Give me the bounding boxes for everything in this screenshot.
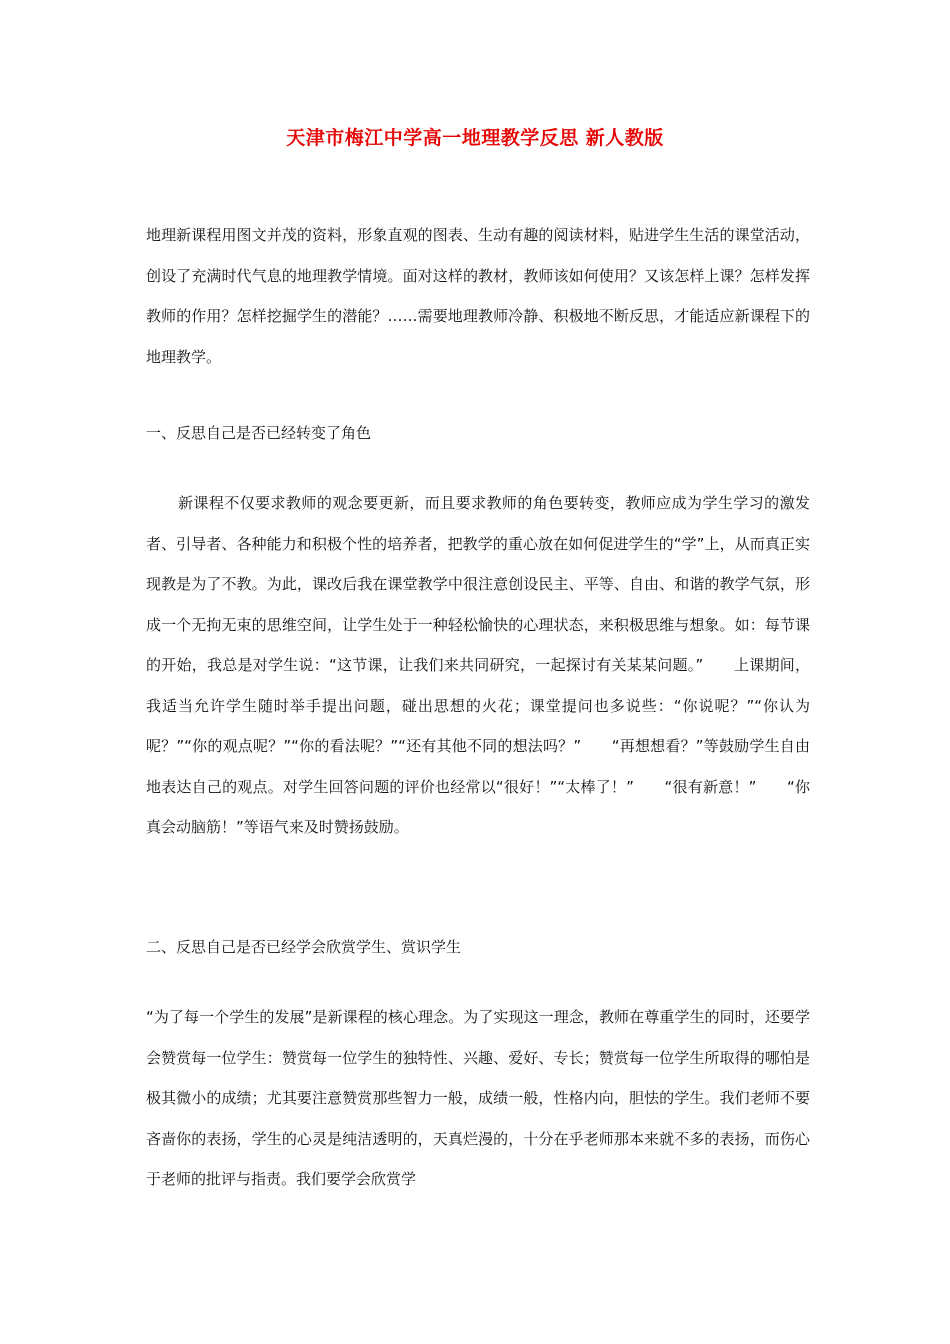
document-title: 天津市梅江中学高一地理教学反思 新人教版 <box>286 127 664 149</box>
section-2-body: “为了每一个学生的发展”是新课程的核心理念。为了实现这一理念，教师在尊重学生的同时，还要学会赞赏每一位学生：赞赏每一位学生的独特性、兴趣、爱好、专长；赞赏每一位学生所取得的哪怕是极其微小的成绩；尤其要注意赞赏那些智力一般，成绩一般，性格内向，胆怯的学生。我们老师不要吝啬你的表扬，学生的心灵是纯洁透明的，天真烂漫的，十分在乎老师那本来就不多的表扬，而伤心于老师的批评与指责。我们要学会欣赏学 <box>146 1008 810 1188</box>
section-2-heading: 二、反思自己是否已经学会欣赏学生、赏识学生 <box>146 938 462 956</box>
section-1-heading: 一、反思自己是否已经转变了角色 <box>146 424 372 442</box>
section-1-body: 新课程不仅要求教师的观念要更新，而且要求教师的角色要转变，教师应成为学生学习的激发者、引导者、各种能力和积极个性的培养者，把教学的重心放在如何促进学生的“学”上，从而真正实现教是为了不教。为此，课改后我在课堂教学中很注意创设民主、平等、自由、和谐的教学气氛，形成一个无拘无束的思维空间，让学生处于一种轻松愉快的心理状态，来积极思维与想象。如：每节课的开始，我总是对学生说：“这节课，让我们来共同研究，一起探讨有关某某问题。” 上课期间，我适当允许学生随时举手提出问题，碰出思想的火花；课堂提问也多说些：“你说呢？”“你认为呢？”“你的观点呢？”“你的看法呢？”“还有其他不同的想法吗？” “再想想看？”等鼓励学生自由地表达自己的观点。对学生回答问题的评价也经常以“很好！”“太棒了！” “很有新意！” “你真会动脑筋！”等语气来及时赞扬鼓励。 <box>146 494 810 836</box>
intro-paragraph: 地理新课程用图文并茂的资料，形象直观的图表、生动有趣的阅读材料，贴进学生生活的课堂活动，创设了充满时代气息的地理教学情境。面对这样的教材，教师该如何使用？又该怎样上课？怎样发挥教师的作用？怎样挖掘学生的潜能？……需要地理教师冷静、积极地不断反思，才能适应新课程下的地理教学。 <box>146 226 810 366</box>
